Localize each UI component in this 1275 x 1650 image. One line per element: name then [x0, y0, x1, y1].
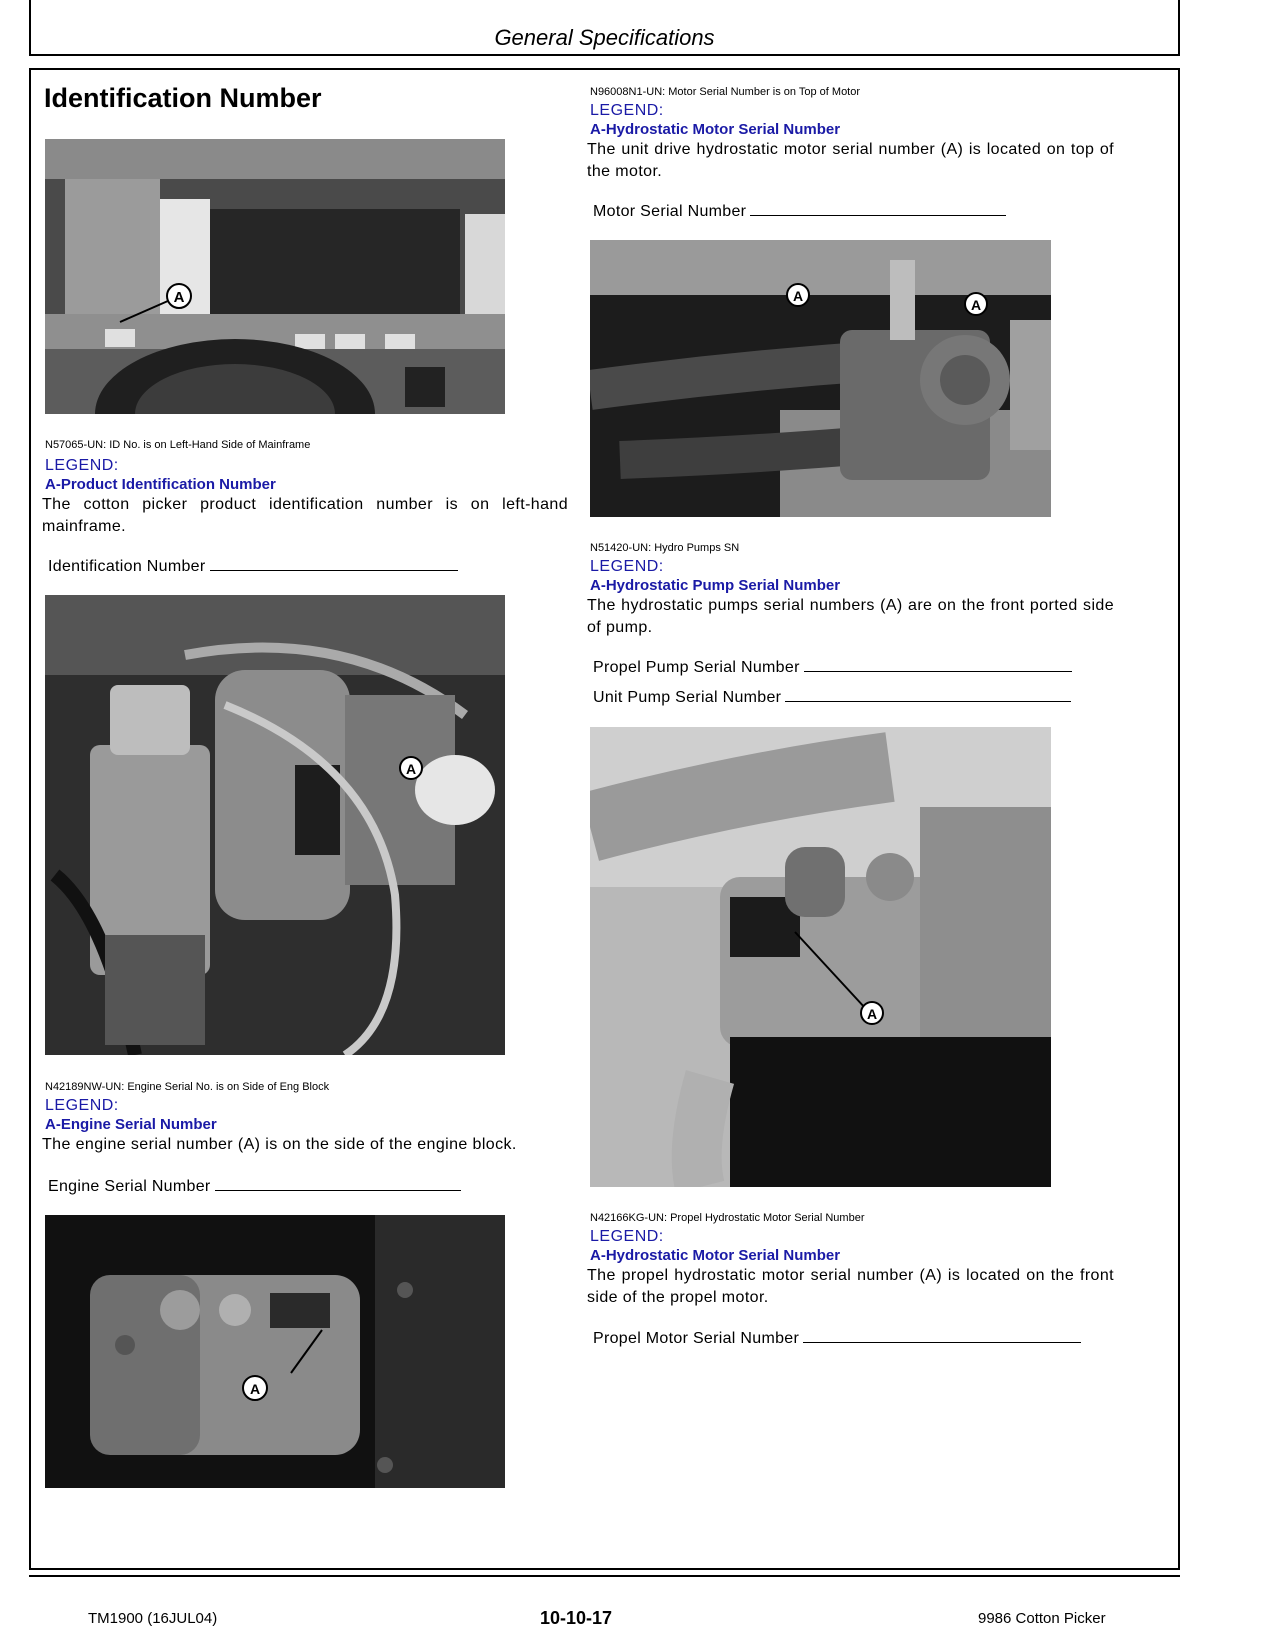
field-label: Propel Motor Serial Number: [593, 1330, 800, 1347]
engine-serial-number-field[interactable]: [48, 1176, 461, 1196]
mainframe-photo: [45, 139, 505, 414]
blank-line[interactable]: [785, 687, 1071, 702]
legend-item: A-Hydrostatic Motor Serial Number: [590, 121, 841, 138]
unit-pump-serial-number-field[interactable]: [593, 687, 1071, 707]
field-label: Unit Pump Serial Number: [593, 689, 782, 706]
blank-line[interactable]: [804, 657, 1072, 672]
pump-photo: [45, 1215, 505, 1488]
legend-item: A-Hydrostatic Motor Serial Number: [590, 1247, 841, 1264]
header-frame: [29, 0, 1180, 56]
blank-line[interactable]: [215, 1176, 461, 1191]
field-label: Engine Serial Number: [48, 1178, 211, 1195]
propel-pump-serial-number-field[interactable]: [593, 657, 1072, 677]
body-paragraph: The unit drive hydrostatic motor serial number (A) is located on top of the motor.: [587, 141, 1114, 180]
figure-caption: N42166KG-UN: Propel Hydrostatic Motor Serial Number: [590, 1212, 865, 1224]
callout-a: A: [405, 761, 417, 777]
callout-a: A: [173, 289, 185, 306]
footer-product: 9986 Cotton Picker: [978, 1610, 1106, 1627]
legend-label: LEGEND:: [590, 102, 664, 119]
callout-a: A: [866, 1006, 878, 1022]
legend-item: A-Product Identification Number: [45, 476, 276, 493]
blank-line[interactable]: [803, 1328, 1081, 1343]
figure-caption: N42189NW-UN: Engine Serial No. is on Side of Eng Block: [45, 1081, 330, 1093]
footer-rule: [29, 1575, 1180, 1577]
page-heading: Identification Number: [44, 83, 322, 113]
engine-photo: [45, 595, 505, 1055]
blank-line[interactable]: [210, 556, 458, 571]
field-label: Motor Serial Number: [593, 203, 747, 220]
hydrostatic-motor-photo: [590, 240, 1051, 517]
legend-label: LEGEND:: [590, 1228, 664, 1245]
body-paragraph: The cotton picker product identification number is on left-hand mainframe.: [42, 496, 568, 535]
field-label: Propel Pump Serial Number: [593, 659, 800, 676]
hydrostatic-pumps-photo: [590, 727, 1051, 1187]
legend-label: LEGEND:: [45, 1097, 119, 1114]
legend-item: A-Hydrostatic Pump Serial Number: [590, 577, 841, 594]
footer-doc-id: TM1900 (16JUL04): [88, 1610, 218, 1627]
footer-page-number: 10-10-17: [540, 1608, 613, 1628]
legend-label: LEGEND:: [45, 457, 119, 474]
body-paragraph: The hydrostatic pumps serial numbers (A) are on the front ported side of pump.: [587, 597, 1114, 636]
body-paragraph: The engine serial number (A) is on the side of the engine block.: [42, 1136, 517, 1153]
figure-caption: N51420-UN: Hydro Pumps SN: [590, 542, 740, 554]
callout-a: A: [249, 1381, 261, 1397]
blank-line[interactable]: [750, 201, 1006, 216]
legend-label: LEGEND:: [590, 558, 664, 575]
body-paragraph: The propel hydrostatic motor serial number (A) is located on the front side of the propel motor.: [587, 1267, 1114, 1306]
motor-serial-number-field[interactable]: [593, 201, 1006, 221]
propel-motor-serial-number-field[interactable]: [593, 1328, 1081, 1348]
identification-number-field[interactable]: [48, 556, 458, 576]
field-label: Identification Number: [48, 558, 206, 575]
callout-a: A: [792, 288, 804, 304]
figure-caption: N96008N1-UN: Motor Serial Number is on Top of Motor: [590, 86, 861, 98]
callout-a: A: [970, 297, 982, 313]
legend-item: A-Engine Serial Number: [45, 1116, 217, 1133]
figure-caption: N57065-UN: ID No. is on Left-Hand Side of Mainframe: [45, 439, 311, 451]
section-title: General Specifications: [494, 25, 715, 50]
